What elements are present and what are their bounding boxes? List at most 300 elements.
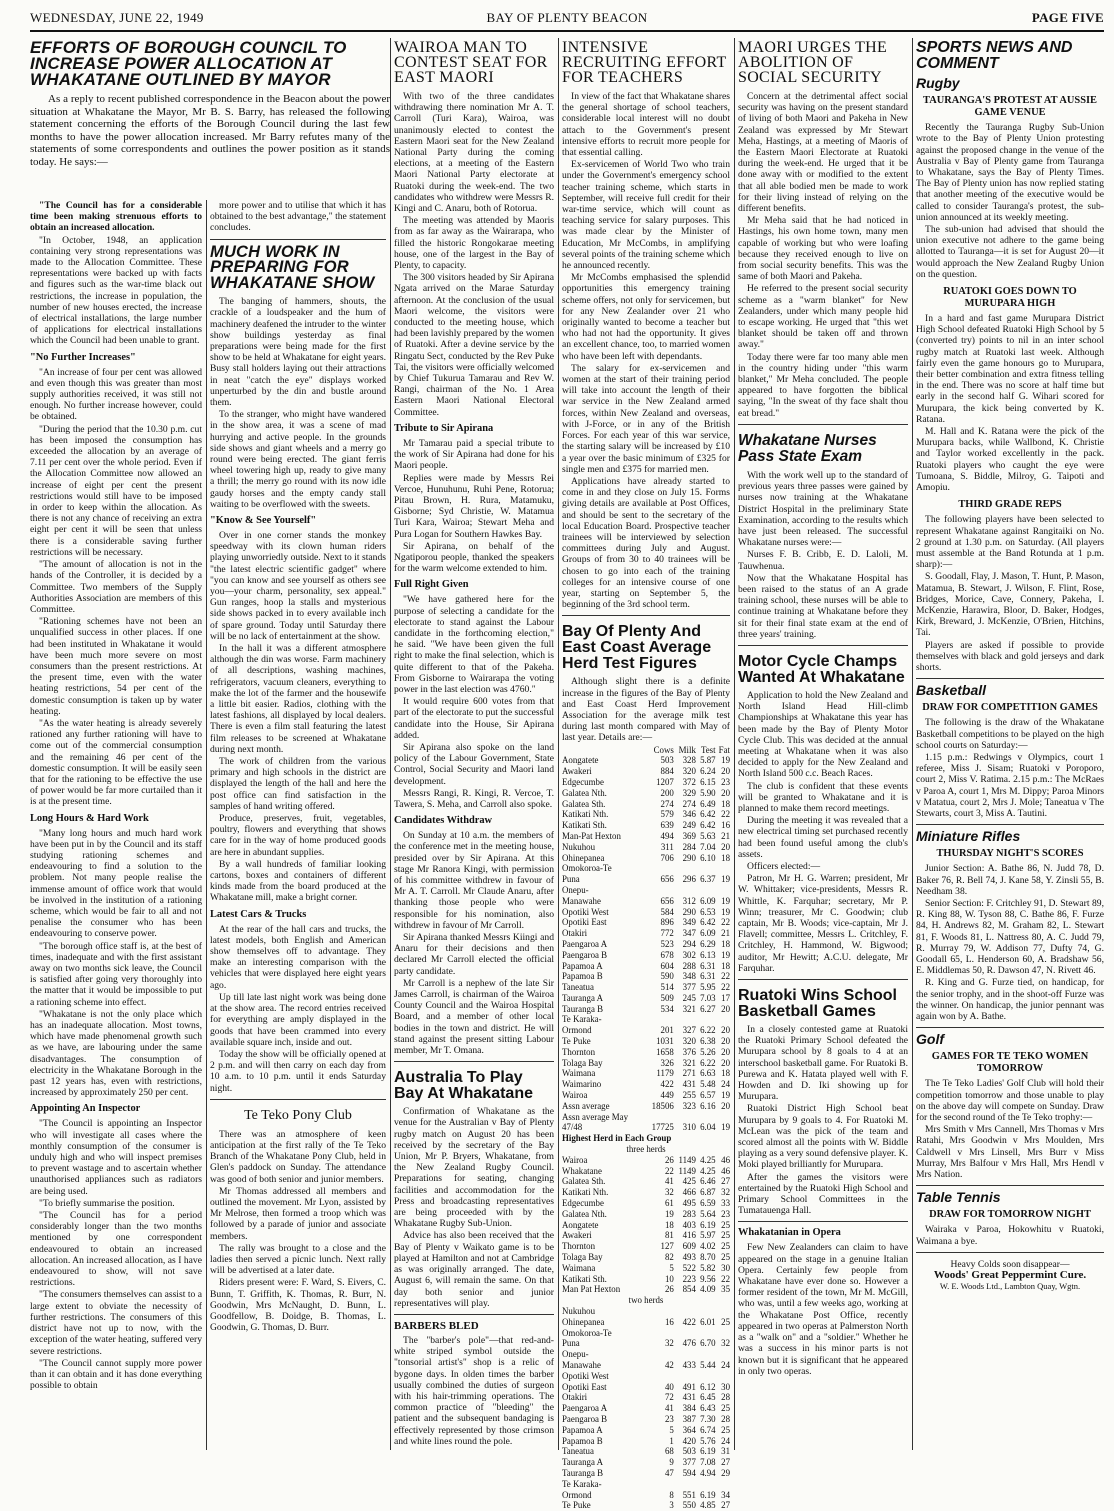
column-3: [394, 38, 554, 1450]
herd-value-cell: 20: [721, 841, 730, 852]
herd-value-cell: 1179: [656, 1068, 674, 1079]
table-row: [562, 1155, 730, 1166]
herd-value-cell: 72: [664, 1392, 674, 1403]
herd-group-cell: Tauranga B: [562, 1467, 604, 1478]
herd-value-cell: 245: [682, 992, 696, 1003]
paragraph: With two of the three candidates withdrawing there nomination Mr A. T. Carroll (Turi Kara), Wairoa, was unanimously elected to contest the Eastern Maori seat for the New Zealand National Party during the coming elections, at a meeting of the Eastern Maori National Party electorate at Ruatoki during the week-end. The two candidates who withdrew were Messrs R. Kingi and C. Anaru, both of Rotorua.: [394, 91, 554, 215]
herd-group-cell: Onepu-: [562, 884, 589, 895]
herd-value-cell: 323: [682, 1100, 696, 1111]
herd-group-cell: Awakeri: [562, 766, 592, 777]
herd-value-cell: 20: [721, 766, 730, 777]
power-article-top: [30, 38, 390, 188]
herd-value-cell: 656: [660, 895, 674, 906]
paragraph: Mrs Smith v Mrs Cannell, Mrs Thomas v Mrs Ratahi, Mrs Goodwin v Mrs Moulden, Mrs Caldwell v Mrs Linsell, Mrs Burr v Miss Murray, Mrs Balfour v Mrs Hall, Mrs Hendl v Mrs Nation.: [916, 1124, 1104, 1181]
herd-value-cell: 22: [721, 1273, 730, 1284]
paragraph: In a hard and fast game Murupara District High School defeated Ruatoki High School by 5 (converted try) points to nil in an inter school rugby match at Ruatoki last week. Although fairly even the game honours go to Murupara, their better combination and extra fitness telling in the end. There was no score at half time but early in the second half G. Wihari scored for Murupara, the kick being converted by K. Ratana.: [916, 313, 1104, 425]
table-subheading-text: Highest Herd in Each Group: [562, 1133, 672, 1144]
herd-value-cell: 22: [721, 917, 730, 928]
herd-value-cell: 19: [721, 755, 730, 766]
herd-value-cell: 25: [721, 1219, 730, 1230]
table-row: [562, 907, 730, 918]
herd-value-cell: 509: [660, 992, 674, 1003]
herd-group-cell: Katikati Sth.: [562, 1273, 607, 1284]
herd-value-cell: 5.97: [700, 1230, 716, 1241]
table-row: [562, 896, 730, 907]
herd-group-cell: Man-Pat Hexton: [562, 830, 621, 841]
herd-value-cell: 1149: [678, 1154, 696, 1165]
table-row: [562, 1317, 730, 1328]
table-row: [562, 885, 730, 896]
herd-value-cell: 6.38: [700, 1036, 716, 1047]
table-row: [562, 971, 730, 982]
herd-value-cell: 387: [682, 1413, 696, 1424]
herd-value-cell: 18: [721, 1068, 730, 1079]
herd-value-cell: 5.82: [700, 1262, 716, 1273]
herd-value-cell: 6.31: [700, 960, 716, 971]
herd-value-cell: 503: [682, 1446, 696, 1457]
table-row: [562, 993, 730, 1004]
paragraph: Sir Apirana thanked Messrs Kiingi and Anaru for their decisions and then declared Mr Carroll elected the official party candidate.: [394, 932, 554, 977]
herd-value-cell: 296: [682, 874, 696, 885]
herd-group-cell: Tauranga B: [562, 1003, 604, 1014]
paragraph: Today the show will be officially opened at 2 p.m. and will then carry on each day from 10 a.m. to 10 p.m. until it ends Saturday night.: [210, 1048, 386, 1094]
paragraph: Although slight there is a definite increase in the figures of the Bay of Plenty and East Coast Herd Improvement Association for the average milk test during last month compared with May of last year. Details are:—: [562, 676, 730, 744]
herd-value-cell: 594: [682, 1467, 696, 1478]
herd-value-cell: [696, 1112, 716, 1123]
herd-group-cell: Katikati Sth.: [562, 820, 607, 831]
paragraph: Now that the Whakatane Hospital has been raised to the status of an A grade training school, these nurses will be able to continue training at Whakatane before they sit for their final state exam at the end of three years' training.: [738, 572, 908, 640]
herd-value-cell: 20: [721, 1057, 730, 1068]
power-intro: As a reply to recent published correspondence in the Beacon about the power situation at Whakatane the Mayor, Mr B. S. Barry, has released the following statement concerning the efforts of the Borough Council during the last few months to have the power allocation increased. Mr Barry refutes many of the statements of some correspondents and outlines the power position as it stands today. He says:—: [30, 93, 390, 168]
herd-value-cell: 6.87: [700, 1187, 716, 1198]
herd-value-cell: 40: [664, 1381, 674, 1392]
herd-value-cell: [696, 1371, 716, 1382]
herd-value-cell: 384: [682, 1403, 696, 1414]
herd-group-cell: Galatea Nth.: [562, 787, 607, 798]
herd-group-cell: Papamoa B: [562, 971, 603, 982]
herd-value-cell: 18: [664, 1219, 674, 1230]
column-1: [30, 200, 202, 1450]
section-table-tennis: Table Tennis: [916, 1189, 1001, 1206]
herd-value-cell: 23: [721, 776, 730, 787]
herd-value-cell: 329: [682, 787, 696, 798]
paragraph: Up till late last night work was being done at the show area. The record entries received for everything are amply displayed in the goods that have been crammed into every available square inch, inside and out.: [210, 991, 386, 1048]
herd-value-cell: 491: [682, 1381, 696, 1392]
paragraph: Players are asked if possible to provide themselves with black and gold jerseys and dark shorts.: [916, 639, 1104, 673]
herd-value-cell: 21: [721, 830, 730, 841]
table-row: [562, 1252, 730, 1263]
herd-value-cell: [646, 1014, 674, 1025]
herd-value-cell: 579: [660, 809, 674, 820]
wairoa-headline: WAIROA MAN TO CONTEST SEAT FOR EAST MAORI: [394, 39, 548, 86]
herd-group-cell: Ohinepanea: [562, 1316, 605, 1327]
column-divider: [390, 38, 391, 1450]
table-row: [562, 1328, 730, 1339]
herd-value-cell: [674, 1328, 696, 1339]
paragraph: more power and to utilise that which it has obtained to the best advantage," the statement concludes.: [210, 200, 386, 234]
paragraph: Mr Tamarau paid a special tribute to the work of Sir Apirana had done for his Maori people.: [394, 437, 554, 472]
motor-cycle-headline: Motor Cycle Champs Wanted At Whakatane: [738, 652, 905, 686]
herd-value-cell: 5.63: [700, 830, 716, 841]
herd-value-cell: 5.26: [700, 1046, 716, 1057]
herd-group-cell: Assn average: [562, 1100, 610, 1111]
paragraph: Application to hold the New Zealand and North Island Head Hill-climb Championships at Whakatane this year has been made by the Bay of Plenty Motor Cycle Club. This was decided at the annual meeting at Whakatane when it was also decided to apply for the New Zealand and North Island 500 c.c. Beach Races.: [738, 689, 908, 780]
herd-group-cell: [562, 745, 646, 756]
table-row: [562, 1176, 730, 1187]
table-row: [562, 1468, 730, 1479]
divider: [210, 1099, 386, 1100]
herd-value-cell: 476: [682, 1338, 696, 1349]
herd-value-cell: 16: [721, 820, 730, 831]
herd-value-cell: 201: [660, 1025, 674, 1036]
table-row: [562, 1425, 730, 1436]
herd-value-cell: 9.56: [700, 1273, 716, 1284]
paragraph: The "barber's pole"—that red-and-white striped symbol outside the "tonsorial artist's" shop is a relic of bygone days. In olden times the barber usually combined the duties of surgeon with his hair-trimming operations. The common practice of "bleeding" the patient and the subsequent bandaging is effectively represented by those crimson and white lines round the pole.: [394, 1334, 554, 1447]
subheading: DRAW FOR COMPETITION GAMES: [922, 702, 1098, 714]
herd-value-cell: 25: [721, 1230, 730, 1241]
herd-value-cell: 20: [721, 1003, 730, 1014]
table-row: [562, 917, 730, 928]
divider: [394, 1314, 554, 1315]
divider: [916, 1185, 1104, 1186]
paragraph: "In October, 1948, an application containing very strong representations was made to the Allocation Committee. These representations were backed up with facts and figures such as the war-time black out restrictions, the increase in population, the number of new houses erected, the increase of electrical installations, the large number of applications for electrical installations which the Council had been unable to grant.: [30, 234, 202, 347]
paragraph: Applications have already started to come in and they close on July 15. Forms giving details are available at Post Offices, and should be sent to the secretary of the local Education Board. Prospective teacher trainees will be interviewed by selection committees during July and August. Groups of from 30 to 40 trainees will be chosen to go into each of the training colleges for an intensive course of one year, starting on September 5, the beginning of the 3rd school term.: [562, 475, 730, 611]
herd-value-cell: 6.19: [700, 1489, 716, 1500]
social-security-headline: MAORI URGES THE ABOLITION OF SOCIAL SECURITY: [738, 39, 888, 86]
herd-value-cell: 20: [721, 1036, 730, 1047]
herd-value-cell: 604: [660, 960, 674, 971]
herd-value-cell: 1: [669, 1435, 674, 1446]
herd-value-cell: 200: [660, 787, 674, 798]
herd-value-cell: 5.44: [700, 1359, 716, 1370]
herd-value-cell: 20: [721, 1025, 730, 1036]
herd-value-cell: 32: [664, 1187, 674, 1198]
paragraph: The rally was brought to a close and the ladies then served a picnic lunch. Next rally will be advertised at a later date.: [210, 1242, 386, 1277]
herd-group-cell: Thornton: [562, 1241, 596, 1252]
table-header-row: [562, 745, 730, 756]
herd-value-cell: 17725: [651, 1122, 674, 1133]
herd-value-cell: 320: [682, 766, 696, 777]
herd-value-cell: 550: [682, 1500, 696, 1511]
herd-value-cell: 420: [682, 1435, 696, 1446]
herd-value-cell: 24: [721, 1079, 730, 1090]
section-rugby: Rugby: [916, 75, 960, 91]
herd-value-cell: Cows: [653, 744, 674, 755]
herd-value-cell: 4.25: [700, 1165, 716, 1176]
herd-group-cell: Nukuhou: [562, 841, 596, 852]
herd-value-cell: 6.27: [700, 1003, 716, 1014]
table-row: [562, 1500, 730, 1511]
herd-value-cell: 584: [660, 906, 674, 917]
herd-value-cell: 494: [660, 830, 674, 841]
divider: [916, 1252, 1104, 1253]
herd-value-cell: 283: [682, 1208, 696, 1219]
paragraph: It would require 600 votes from that part of the electorate to put the successful candidate into the House, Sir Apirana added.: [394, 696, 554, 741]
paragraph: Produce, preserves, fruit, vegetables, poultry, flowers and everything that shows care for in the way of home produced goods are here in abundant supplies.: [210, 813, 386, 858]
herd-value-cell: 312: [682, 895, 696, 906]
table-subheading: [562, 1133, 730, 1144]
herd-value-cell: 551: [682, 1489, 696, 1500]
herd-value-cell: 534: [660, 1003, 674, 1014]
herd-group-cell: Paengaroa A: [562, 1403, 608, 1414]
herd-value-cell: 377: [682, 1457, 696, 1468]
column-6: [916, 38, 1104, 1450]
herd-value-cell: 5: [669, 1424, 674, 1435]
paragraph: "We have gathered here for the purpose of selecting a candidate for the electorate to stand against the Labour candidate in the forthcoming election," he said. "We have been given the full right to make the final selection, which is quite different to that of the Pakeha. From Gisborne to Wairarapa the voting power in the last election was 4760.": [394, 594, 554, 695]
table-row: [562, 1230, 730, 1241]
herd-value-cell: [696, 1349, 716, 1360]
subheading: Tribute to Sir Apirana: [394, 422, 494, 434]
herd-value-cell: 884: [660, 766, 674, 777]
divider: [394, 1061, 554, 1062]
herd-value-cell: 7.30: [700, 1413, 716, 1424]
herd-value-cell: 274: [660, 798, 674, 809]
herd-value-cell: 19: [721, 895, 730, 906]
herd-group-cell: Te Karaka-: [562, 1478, 602, 1489]
herd-value-cell: 284: [682, 841, 696, 852]
herd-group-cell: Otakiri: [562, 1392, 588, 1403]
herd-value-cell: 1149: [678, 1165, 696, 1176]
herd-group-cell: Papamoa A: [562, 960, 603, 971]
herd-value-cell: 4.94: [700, 1467, 716, 1478]
herd-value-cell: [646, 863, 674, 874]
herd-value-cell: 19: [721, 1090, 730, 1101]
herd-value-cell: 896: [660, 917, 674, 928]
herd-value-cell: 6.53: [700, 906, 716, 917]
herd-value-cell: 22: [721, 971, 730, 982]
herd-value-cell: 321: [682, 1003, 696, 1014]
paragraph: Ex-servicemen of World Two who train under the Government's emergency school teacher training scheme, which starts in September, will receive full credit for their war-time service, which will count as teaching service for salary purposes. This was made clear by the Minister of Education, Mr McCombs, in amplifying several points of the training scheme which he announced recently.: [562, 159, 730, 272]
paragraph: The meeting was attended by Maoris from as far away as the Wairarapa, who filled the historic Rongokarae meeting house, one of the largest in the Bay of Plenty, to capacity.: [394, 215, 554, 272]
herd-value-cell: [716, 1328, 730, 1339]
table-row: [562, 1360, 730, 1371]
herd-group-cell: Galatea Sth.: [562, 1176, 606, 1187]
paragraph: He referred to the present social security scheme as a "warm blanket" for New Zealanders, under which many people hid to escape working. He urged that "this wet blanket should be taken off and thrown away.": [738, 283, 908, 351]
table-row: [562, 1490, 730, 1501]
herd-group-cell: Nukuhou: [562, 1306, 596, 1316]
herd-value-cell: 6.57: [700, 1090, 716, 1101]
herd-value-cell: [674, 885, 696, 896]
table-row: [562, 1209, 730, 1220]
herd-value-cell: 29: [721, 1467, 730, 1478]
herd-value-cell: [716, 1371, 730, 1382]
column-divider: [558, 38, 559, 1450]
paragraph: "The borough office staff is, at the best of times, inadequate and with the first assistant away on two months sick leave, the Council is satisfied after going very thoroughly into the matter that it would be impossible to put a rationing scheme into effect.: [30, 940, 202, 1008]
herd-group-cell: Tauranga A: [562, 1457, 604, 1468]
herd-group-cell: Te Karaka-: [562, 1014, 602, 1025]
paragraph: On Sunday at 10 a.m. the members of the conference met in the meeting house, presided over by Sir Apirana. At this stage Mr Ranora Kingi, with permission of his committee withdrew in favour of Mr A. T. Carroll. Mr Claude Anaru, after thanking those people who were responsible for his nomination, also withdrew in favour of Mr Carroll.: [394, 830, 554, 931]
herd-value-cell: 223: [682, 1273, 696, 1284]
table-row: [562, 1436, 730, 1447]
table-row: [562, 1284, 730, 1295]
table-row: [562, 1198, 730, 1209]
herd-value-cell: 854: [682, 1284, 696, 1295]
herd-group-cell: Opotiki East: [562, 917, 607, 928]
table-row: [562, 863, 730, 874]
paragraph: "The consumers themselves can assist to a large extent to obviate the necessity of further restrictions. The consumers of this district have not up to now, with the exception of the water heating, suffered very severe restrictions.: [30, 1289, 202, 1357]
herd-value-cell: 249: [682, 820, 696, 831]
paragraph: Patron, Mr H. G. Warren; president, Mr W. Whittaker; vice-presidents, Messrs R. Whittle, K. Farquhar; secretary, Mr P. Winn; treasurer, Mr C. Goodwin; club captain, Mr B. Woods; vice-captain, Mr J. Flavell; committee, Messrs L. Critchley, F. Critchley, H. Hammond, W. Bigwood; auditor, Mr Hewitt; A.C.U. delegate, Mr Farquhar.: [738, 873, 908, 974]
paragraph: During the meeting it was revealed that a new electrical timing set purchased recently had been found useful among the club's assets.: [738, 815, 908, 860]
herd-group-cell: Omokoroa-Te: [562, 863, 612, 874]
herd-value-cell: 32: [721, 1187, 730, 1198]
table-row: [562, 1101, 730, 1112]
paragraph: Ruatoki District High School beat Murupara by 9 goals to 4. For Ruatoki M. McLean was the pick of the team and scored almost all the points with W. Biddle playing as a very sound defensive player. K. Moki played brilliantly for Murupara.: [738, 1103, 908, 1171]
teachers-headline: INTENSIVE RECRUITING EFFORT FOR TEACHERS: [562, 39, 727, 86]
herd-value-cell: 46: [721, 1154, 730, 1165]
table-row: [562, 788, 730, 799]
herd-group-cell: Aongatete: [562, 755, 599, 766]
herd-value-cell: [696, 1328, 716, 1339]
herd-value-cell: 28: [721, 1413, 730, 1424]
herd-value-cell: [646, 1479, 674, 1490]
herd-group-cell: Opotiki West: [562, 1370, 609, 1381]
herd-value-cell: 326: [660, 1057, 674, 1068]
herd-value-cell: 7.04: [700, 841, 716, 852]
table-row: [562, 961, 730, 972]
herd-value-cell: 6.15: [700, 776, 716, 787]
herd-value-cell: 514: [660, 982, 674, 993]
herd-value-cell: 425: [682, 1176, 696, 1187]
herd-value-cell: 271: [682, 1068, 696, 1079]
herd-value-cell: 348: [682, 971, 696, 982]
herd-value-cell: 17: [721, 992, 730, 1003]
paragraph: The work of children from the various primary and high schools in the district are displayed the length of the hall and here the post office can find satisfaction in the samples of hand writing offered.: [210, 756, 386, 812]
herd-group-cell: Ohinepanea: [562, 852, 605, 863]
subheading: TAURANGA'S PROTEST AT AUSSIE GAME VENUE: [923, 95, 1097, 119]
herd-value-cell: 431: [682, 1392, 696, 1403]
herd-value-cell: 16: [664, 1316, 674, 1327]
herd-group-cell: Te Puke: [562, 1500, 591, 1511]
table-row: [562, 1187, 730, 1198]
subheading: Appointing An Inspector: [30, 1103, 141, 1115]
divider: [210, 239, 386, 240]
paragraph: "The Council cannot supply more power than it can obtain and it has done everything possible to obtain: [30, 1357, 202, 1392]
herd-value-cell: 678: [660, 949, 674, 960]
herd-group-cell: Assn average May: [562, 1111, 629, 1122]
subheading: Whakatanian in Opera: [738, 1227, 841, 1239]
herd-value-cell: 6.74: [700, 1424, 716, 1435]
herd-value-cell: 288: [682, 960, 696, 971]
column-divider: [734, 38, 735, 1450]
paragraph: Advice has also been received that the Bay of Plenty v Waikato game is to be played at Hamilton and not at Cambridge as was originally arranged. The date, August 6, will remain the same. On that day both senior and junior representatives will play.: [394, 1230, 554, 1309]
herd-value-cell: 290: [682, 852, 696, 863]
paragraph: Riders present were: F. Ward, S. Eivers, C. Bunn, T. Griffith, K. Thomas, R. Burr, N. Goodwin, Mrs McNaught, D. Bunn, L. Goodfellow, B. Doidge, B. Thomas, L. Goodwin, G. Thomas, D. Burr.: [210, 1277, 386, 1334]
herd-value-cell: 590: [660, 971, 674, 982]
herd-value-cell: 10: [664, 1273, 674, 1284]
paragraph: The Te Teko Ladies' Golf Club will hold their competition tomorrow and those unable to play on the above day will compete on Sunday. Draw for the second round of the Te Teko trophy:—: [916, 1078, 1104, 1124]
herd-value-cell: 20: [721, 1100, 730, 1111]
herd-value-cell: 33: [721, 1198, 730, 1209]
herd-value-cell: Fat: [718, 744, 730, 755]
subheading: Long Hours & Hard Work: [30, 812, 149, 824]
herd-value-cell: [716, 1349, 730, 1360]
herd-value-cell: 1658: [656, 1046, 674, 1057]
divider: [916, 1027, 1104, 1028]
herd-value-cell: 25: [721, 1403, 730, 1414]
table-row: [562, 755, 730, 766]
herd-value-cell: 18: [721, 938, 730, 949]
herd-group-cell: Katikati Nth.: [562, 809, 609, 820]
herd-value-cell: 328: [682, 755, 696, 766]
herd-value-cell: [674, 1112, 696, 1123]
herd-value-cell: 19: [664, 1208, 674, 1219]
herd-value-cell: [646, 1328, 674, 1339]
herd-value-cell: 6.70: [700, 1338, 716, 1349]
subheading: "No Further Increases": [30, 351, 136, 363]
herd-group-cell: Wairoa: [562, 1154, 588, 1165]
subheading: Full Right Given: [394, 579, 469, 591]
subheading: THURSDAY NIGHT'S SCORES: [936, 848, 1084, 860]
herd-value-cell: 349: [682, 917, 696, 928]
herd-value-cell: 19: [721, 1122, 730, 1133]
subheading: Latest Cars & Trucks: [210, 908, 307, 920]
herd-group-cell: Tolaga Bay: [562, 1057, 603, 1068]
herd-group-cell: Puna: [562, 874, 580, 885]
paragraph: Mr Carroll is a nephew of the late Sir James Carroll, is chairman of the Wairoa County Council and the Wairoa Hospital Board, and a member of other local bodies in the town and district. He will stand against the present sitting Labour member, Mr T. Omana.: [394, 977, 554, 1057]
herd-value-cell: 7.08: [700, 1457, 716, 1468]
herd-value-cell: 422: [682, 1316, 696, 1327]
herd-value-cell: [696, 1306, 716, 1317]
table-row: [562, 1220, 730, 1231]
herd-value-cell: 127: [660, 1241, 674, 1252]
herd-value-cell: 35: [721, 1284, 730, 1295]
paragraph: The club is confident that these events will be granted to Whakatane and it is planned to make them record meetings.: [738, 780, 908, 814]
paragraph: "During the period that the 10.30 p.m. cut has been imposed the consumption has exceeded the allocation by an average of 7.11 per cent over the whole period. Even if the Allocation Committee now allowed an increase of eight per cent the present restrictions would still have to be imposed in order to keep within the allocation. As there is not any chance of receiving an extra eight per cent it will be seen that unless there is a considerable saving further restrictions will be necessary.: [30, 423, 202, 558]
herd-value-cell: [696, 1014, 716, 1025]
sports-headline: SPORTS NEWS AND COMMENT: [916, 39, 1073, 72]
herd-value-cell: 46: [721, 1165, 730, 1176]
table-row: [562, 982, 730, 993]
herd-value-cell: 27: [721, 1500, 730, 1511]
herd-value-cell: 18506: [651, 1100, 674, 1111]
herd-value-cell: 19: [721, 874, 730, 885]
paragraph: Messrs Rangi, R. Kingi, R. Vercoe, T. Tawera, S. Meha, and Carroll also spoke.: [394, 787, 554, 810]
paragraph: S. Goodall, Flay, J. Mason, T. Hunt, P. Mason, Matamua, B. Stewart, J. Wilson, F. Flint, Rose, Bridges, Morice, Cave, Connery, Pakeha, I. McKenzie, Harawira, Bloor, D. Baker, Hodges, Kirk, Breward, J. McKenzie, O'Brien, Hitchins, Tai.: [916, 571, 1104, 639]
table-row: [562, 820, 730, 831]
herd-value-cell: 28: [721, 1392, 730, 1403]
herd-value-cell: 493: [682, 1252, 696, 1263]
herd-value-cell: 372: [682, 776, 696, 787]
herd-group-cell: 47/48: [562, 1122, 583, 1133]
paragraph: By a wall hundreds of familiar looking cartons, boxes and containers of different kinds made from the board produced at the Whakatane mill, make a bright corner.: [210, 858, 386, 904]
herd-value-cell: 290: [682, 906, 696, 917]
herd-value-cell: 22: [721, 809, 730, 820]
herd-value-cell: 403: [682, 1219, 696, 1230]
paragraph: Recently the Tauranga Rugby Sub-Union wrote to the Bay of Plenty Union protesting against the proposed change in the venue of the Australia v Bay of Plenty game from Tauranga to Whakatane, says the Bay of Plenty Times. The Bay of Plenty union has now replied stating that another meeting of the executive would be called to consider Tauranga's protest, the sub-union announced at its weekly meeting.: [916, 122, 1104, 223]
table-row: [562, 1403, 730, 1414]
herd-group-cell: Whakatane: [562, 1165, 602, 1176]
herd-value-cell: 6.49: [700, 798, 716, 809]
herd-value-cell: 6.13: [700, 949, 716, 960]
herd-value-cell: 8: [669, 1489, 674, 1500]
herd-value-cell: 24: [721, 1435, 730, 1446]
table-row: [562, 874, 730, 885]
herd-group-cell: Paengaroa A: [562, 938, 608, 949]
subheading: Candidates Withdraw: [394, 815, 493, 827]
herd-value-cell: 20: [721, 787, 730, 798]
divider: [562, 615, 730, 616]
herd-value-cell: 5.64: [700, 1208, 716, 1219]
herd-value-cell: 23: [664, 1413, 674, 1424]
table-row: [562, 939, 730, 950]
table-row: [562, 1479, 730, 1490]
herd-value-cell: 18: [721, 852, 730, 863]
table-row: [562, 1306, 730, 1317]
herd-value-cell: 6.43: [700, 1403, 716, 1414]
paragraph: Sir Apirana also spoke on the land policy of the Labour Government, State Control, Social Security and Maori land development.: [394, 741, 554, 787]
table-group-label: [562, 1295, 730, 1306]
